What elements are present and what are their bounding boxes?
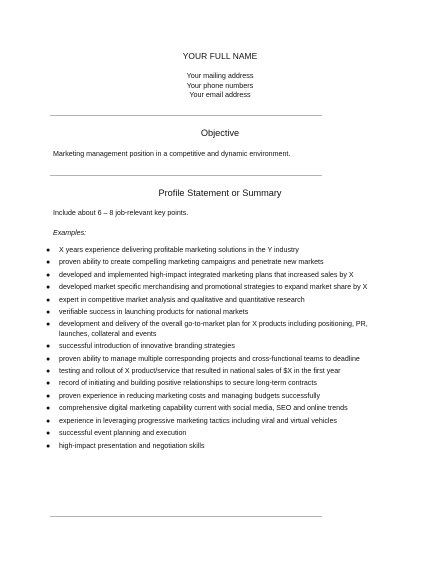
list-item: [44, 379, 384, 388]
mailing-address: Your mailing address: [186, 71, 254, 80]
bullet-icon: ●: [46, 259, 51, 267]
bullet-text: proven ability to create compelling marketing campaigns and penetrate new markets: [59, 258, 324, 267]
bullet-icon: ●: [46, 405, 51, 413]
bullet-icon: ●: [46, 355, 51, 363]
list-item: [44, 417, 384, 426]
divider-bottom: [50, 516, 322, 517]
list-item: [44, 296, 384, 305]
bullet-text: high-impact presentation and negotiation skills: [59, 441, 205, 450]
list-item: [44, 392, 384, 401]
divider-top: [50, 115, 322, 116]
bullet-icon: ●: [46, 343, 51, 351]
bullet-text: developed market specific merchandising and promotional strategies to expand market share by X: [59, 283, 368, 292]
bullet-text: successful introduction of innovative branding strategies: [59, 342, 235, 351]
profile-heading: Profile Statement or Summary: [158, 188, 282, 198]
list-item: [44, 429, 384, 438]
list-item: [44, 258, 384, 267]
bullet-icon: ●: [46, 392, 51, 400]
bullet-icon: ●: [46, 247, 51, 254]
bullet-icon: ●: [46, 442, 51, 450]
list-item: [44, 283, 384, 292]
list-item: [44, 342, 384, 351]
list-item: [44, 442, 384, 451]
bullet-icon: ●: [46, 380, 51, 388]
bullet-text: record of initiating and building positive relationships to secure long-term contracts: [59, 379, 317, 388]
bullet-icon: ●: [46, 321, 51, 329]
full-name: YOUR FULL NAME: [182, 51, 258, 61]
bullet-icon: ●: [46, 309, 51, 317]
phone-numbers: Your phone numbers: [186, 81, 254, 90]
bullet-text: development and delivery of the overall go-to-market plan for X products including positioning, PR, launches, collateral and events: [59, 320, 368, 338]
list-item: [44, 404, 384, 413]
bullet-text: proven experience in reducing marketing costs and managing budgets successfully: [59, 391, 321, 400]
list-item: [44, 308, 384, 317]
list-item: [44, 246, 384, 255]
bullet-icon: ●: [46, 296, 51, 304]
bullet-text: expert in competitive market analysis and qualitative and quantitative research: [59, 295, 305, 304]
bullet-icon: ●: [46, 430, 51, 438]
bullet-icon: ●: [46, 271, 51, 279]
bullet-text: testing and rollout of X product/service that resulted in national sales of $X in the first year: [59, 367, 341, 376]
bullet-text: experience in leveraging progressive marketing tactics including viral and virtual vehicles: [59, 416, 337, 425]
bullet-icon: ●: [46, 417, 51, 425]
bullet-icon: ●: [46, 284, 51, 292]
bullet-text: verifiable success in launching products for national markets: [59, 308, 249, 317]
examples-label: Examples:: [53, 229, 87, 237]
bullet-text: proven ability to manage multiple corresponding projects and cross-functional teams to deadline: [59, 354, 360, 363]
list-item: [44, 320, 384, 339]
bullet-text: developed and implemented high-impact integrated marketing plans that increased sales by X: [59, 270, 354, 279]
list-item: [44, 355, 384, 364]
bullet-icon: ●: [46, 368, 51, 376]
bullet-text: X years experience delivering profitable marketing solutions in the Y industry: [59, 246, 299, 254]
objective-heading: Objective: [200, 128, 240, 138]
bullet-text: comprehensive digital marketing capability current with social media, SEO and online trends: [59, 404, 348, 413]
divider-middle: [50, 175, 322, 176]
list-item: [44, 271, 384, 280]
bullet-text: successful event planning and execution: [59, 429, 187, 438]
list-item: [44, 367, 384, 376]
email-address: Your email address: [189, 90, 251, 99]
profile-bullet-list: [44, 246, 384, 454]
objective-text: Marketing management position in a competitive and dynamic environment.: [53, 150, 291, 158]
profile-intro: Include about 6 – 8 job-relevant key points.: [53, 209, 189, 217]
